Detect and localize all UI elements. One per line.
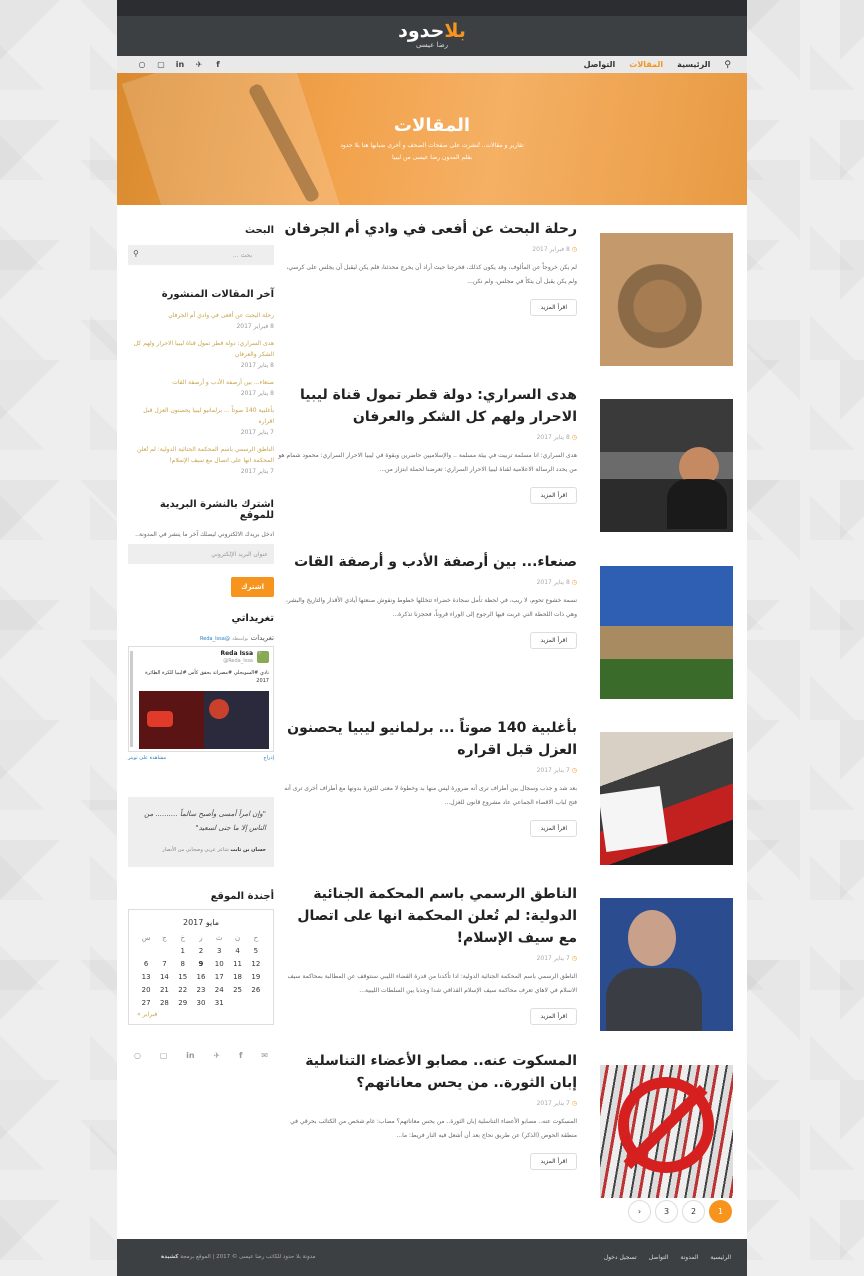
post-thumbnail[interactable] <box>600 399 733 532</box>
calendar-day <box>137 944 155 957</box>
tweets-by: بواسطة <box>232 636 249 642</box>
post-thumbnail[interactable] <box>600 233 733 366</box>
pagination-page[interactable]: 3 <box>655 1200 678 1223</box>
read-more-button[interactable]: اقرأ المزيد <box>530 632 577 649</box>
footer-nav <box>604 1254 731 1261</box>
calendar-day[interactable]: 28 <box>159 998 169 1007</box>
calendar-day-name: خ <box>180 933 185 942</box>
post-item <box>277 551 733 686</box>
content-area <box>117 205 747 1239</box>
calendar-day[interactable]: 24 <box>214 985 224 994</box>
developer-credit-link[interactable]: كشيدة <box>161 1254 179 1260</box>
post-thumbnail[interactable] <box>600 566 733 699</box>
widget-title-calendar: أجندة الموقع <box>210 891 274 902</box>
recent-post[interactable] <box>128 405 274 438</box>
calendar-week-row <box>137 983 265 996</box>
search-icon[interactable]: ⚲ <box>724 59 731 70</box>
post-item <box>277 384 733 519</box>
calendar-day[interactable]: 16 <box>196 972 206 981</box>
tweet-author: Reda Issa <box>220 650 253 657</box>
calendar-day-name: ح <box>253 933 259 942</box>
tweets-header <box>128 634 274 642</box>
calendar-day[interactable]: 1 <box>180 946 185 955</box>
calendar-day-name: س <box>141 933 151 942</box>
calendar-day[interactable]: 27 <box>141 998 151 1007</box>
pagination-page[interactable]: 2 <box>682 1200 705 1223</box>
post-excerpt: بعد شد و جذب وسجال بين أطراف ترى أنه ضرورة ليس منها بد وخطوة لا معنى للثورة بدونها مع أطراف أخرى ترى أنه فتح لباب الاقصاء الجماعي عاد مشروع قانون للعزل... <box>284 785 577 806</box>
recent-post[interactable] <box>128 338 274 371</box>
clock-icon: ◷ <box>571 579 577 586</box>
quote-description: شاعر عربي وصحابي من الأنصار <box>162 847 229 853</box>
calendar-day-name: ر <box>199 933 203 942</box>
post-date: 7 يناير 2017 <box>536 955 570 962</box>
calendar-day[interactable]: 2 <box>198 946 204 955</box>
pagination-next[interactable]: › <box>628 1200 651 1223</box>
tweet-username: @Reda_Issa <box>223 658 253 664</box>
nav-item-articles[interactable]: المقالات <box>629 60 664 69</box>
newsletter-email-input[interactable] <box>128 544 274 564</box>
post-item <box>277 883 733 1018</box>
calendar-day[interactable]: 19 <box>251 972 261 981</box>
post-excerpt: نسمة خشوع تحوم، لا ريب، في لحظة تأمل سجادة خضراء تتخللها خطوط ونقوش صنعتها أيادي الأقدار والتاريخ والبشر، وهي ذات اللحظة التي غربت فيها الرجوع إلى الوراء قروناً، فحجزنا تذكرة... <box>285 597 577 618</box>
calendar-day[interactable]: 22 <box>178 985 188 994</box>
calendar-day[interactable]: 3 <box>217 946 222 955</box>
calendar-day[interactable]: 11 <box>233 959 242 968</box>
hero-subtitle: تقارير و مقالات.. تُنشرت على صفحات الصحف و أخرى ضبابها هنا بلا حدود <box>340 142 524 149</box>
page-wrapper <box>117 0 747 1276</box>
footer-link[interactable]: المدونة <box>680 1254 699 1261</box>
post-excerpt: هدى السراري: انا مسلمة تربيت في بيئة مسلمة .. والإسلاميين حاضرين وبقوة في ليبيا الاحرار السراري: محمود شمام هو من يحدد الرسالة الاعلامية لقناة ليبيا الاحرار السراري: تعرضنا لحملة ابتزاز من... <box>278 452 577 473</box>
rss-icon[interactable]: ○ <box>138 60 146 69</box>
linkedin-icon[interactable]: in <box>186 1051 195 1060</box>
sidebar <box>128 225 274 1060</box>
calendar-day[interactable]: 20 <box>141 985 151 994</box>
calendar-week-row <box>137 970 265 983</box>
calendar-day[interactable]: 31 <box>214 998 224 1007</box>
post-date: 8 يناير 2017 <box>536 434 570 441</box>
clock-icon: ◷ <box>571 434 577 441</box>
newsletter-text: ادخل بريدك الالكتروني ليصلك آخر ما ينشر في المدونة.. <box>135 531 274 538</box>
widget-title-recent: آخر المقالات المنشورة <box>161 289 274 300</box>
recent-post-title[interactable]: صنعاء... بين أرصفة الأدب و أرصفة القات <box>172 379 274 386</box>
quote-widget <box>128 797 274 867</box>
calendar-day[interactable]: 7 <box>162 959 167 968</box>
post-excerpt: لم يكن خروجاً عن المألوف، وقد يكون كذلك، فخرجنا حيث أراد أن يخرج محدثنا، فلم يكن ليقبل أن يجلس على كرسي، ولم يكن يقبل أن يتكأ في مجلس، ولم نكن... <box>286 264 577 285</box>
footer-link[interactable]: الرئيسية <box>710 1254 731 1261</box>
calendar-day-name: ث <box>215 933 223 942</box>
post-item <box>277 717 733 852</box>
navbar <box>117 56 747 73</box>
calendar-day[interactable]: 15 <box>178 972 188 981</box>
site-footer <box>117 1239 747 1276</box>
recent-post-date: 8 يناير 2017 <box>240 362 274 369</box>
twitter-bird-icon: ✈ <box>257 650 263 657</box>
read-more-button[interactable]: اقرأ المزيد <box>530 820 577 837</box>
footer-link[interactable]: التواصل <box>648 1254 669 1261</box>
calendar-day[interactable]: 8 <box>180 959 185 968</box>
calendar-day[interactable]: 17 <box>214 972 224 981</box>
site-logo[interactable] <box>393 21 471 53</box>
nav-item-home[interactable]: الرئيسية <box>677 60 711 69</box>
calendar-day <box>228 996 246 1009</box>
recent-post-date: 8 فبراير 2017 <box>236 323 274 330</box>
search-input[interactable] <box>128 245 274 265</box>
calendar-header-row <box>137 931 265 944</box>
calendar-day[interactable]: 5 <box>253 946 259 955</box>
calendar-day-name: ن <box>234 933 241 942</box>
clock-icon: ◷ <box>571 1100 577 1107</box>
post-excerpt: الناطق الرسمي باسم المحكمة الجنائية الدولية: ادا تأكدنا من قدرة القضاء الليبي سنتوقف عن المطالبة بمحاكمة سيف الاسلام في لاهاي تعرف محاكمة سيف الإسلام القذافي شدا وجذبا بين السلطات الليبية... <box>287 973 577 994</box>
clock-icon: ◷ <box>571 955 577 962</box>
recent-post-title[interactable]: هدى السراري: دولة قطر تمول قناة ليبيا الاحرار ولهم كل الشكر والعرفان <box>133 340 274 358</box>
calendar-day[interactable]: 21 <box>159 985 169 994</box>
post-thumbnail[interactable] <box>600 1065 733 1198</box>
widget-title-tweets: تغريداتي <box>231 613 274 624</box>
calendar-day[interactable]: 23 <box>196 985 206 994</box>
post-date: 8 فبراير 2017 <box>532 246 570 253</box>
twitter-icon[interactable]: ✈ <box>195 60 203 69</box>
email-icon[interactable]: ✉ <box>261 1051 268 1060</box>
post-date: 7 يناير 2017 <box>536 1100 570 1107</box>
calendar-month: مايو 2017 <box>183 918 219 927</box>
calendar-day[interactable]: 18 <box>233 972 242 981</box>
calendar-day[interactable]: 12 <box>251 959 261 968</box>
footer-link[interactable]: تسجيل دخول <box>603 1254 637 1261</box>
top-strip <box>117 0 747 16</box>
logo-rest: حدود <box>398 20 445 42</box>
calendar-day[interactable]: 10 <box>214 959 224 968</box>
recent-post[interactable] <box>128 377 274 399</box>
recent-post[interactable] <box>128 310 274 332</box>
tweet-media[interactable] <box>139 691 269 749</box>
calendar-day <box>155 944 173 957</box>
calendar-week-row <box>137 996 265 1009</box>
pagination-current[interactable]: 1 <box>709 1200 732 1223</box>
hero-byline: بقلم المدون رضا عيسى من ليبيا <box>391 154 473 161</box>
calendar-day[interactable]: 6 <box>143 959 149 968</box>
post-title[interactable]: بأغلبية 140 صوتاً ... برلمانيو ليبيا يحصنون العزل قبل اقراره <box>287 720 577 758</box>
calendar-day <box>247 996 265 1009</box>
post-item <box>277 218 733 353</box>
tweet-embed-link[interactable]: إدراج <box>263 755 274 761</box>
calendar-day[interactable]: 29 <box>178 998 188 1007</box>
quote-author: حسان بن ثابت <box>230 847 266 853</box>
recent-post-title[interactable]: رحلة البحث عن أفعى في وادي أم الجرفان <box>168 312 274 319</box>
post-title[interactable]: صنعاء... بين أرصفة الأدب و أرصفة القات <box>294 554 577 570</box>
logo-main: بلا <box>444 20 466 42</box>
post-title[interactable]: المسكوت عنه.. مصابو الأعضاء التناسلية إبان الثورة.. من يحس معاناتهم؟ <box>305 1053 577 1091</box>
quote-attribution <box>136 843 266 857</box>
post-title[interactable]: رحلة البحث عن أفعى في وادي أم الجرفان <box>284 221 577 237</box>
instagram-icon[interactable]: ▢ <box>157 60 165 69</box>
recent-post-title[interactable]: الناطق الرسمي باسم المحكمة الجنائية الدولية: لم تُعلن المحكمة انها على اتصال مع سيف الإسلام! <box>137 446 274 464</box>
facebook-icon[interactable]: f <box>238 1051 243 1060</box>
calendar-day[interactable]: 13 <box>141 972 151 981</box>
calendar-table <box>137 931 265 1009</box>
calendar-day[interactable]: 30 <box>196 998 206 1007</box>
footer-copyright <box>161 1254 316 1260</box>
calendar-week-row <box>137 957 265 970</box>
calendar-day[interactable]: 9 <box>198 959 204 968</box>
sidebar-social-links <box>128 1051 274 1060</box>
newsletter-placeholder: عنوان البريد الإلكتروني <box>211 550 268 558</box>
social-links <box>137 56 223 73</box>
copyright-text: مدونة بلا حدود للكاتب رضا عيسى © 2017 | الموقع برمجة <box>180 1254 316 1260</box>
post-title[interactable]: الناطق الرسمي باسم المحكمة الجنائية الدولية: لم تُعلن المحكمة انها على اتصال مع سيف الإسلام! <box>297 886 577 946</box>
calendar-widget <box>128 909 274 1025</box>
recent-post-date: 7 يناير 2017 <box>240 429 274 436</box>
read-more-button[interactable]: اقرأ المزيد <box>530 487 577 504</box>
read-more-button[interactable]: اقرأ المزيد <box>530 299 577 316</box>
subscribe-button[interactable]: اشترك <box>231 577 274 597</box>
facebook-icon[interactable]: f <box>216 60 220 69</box>
instagram-icon[interactable]: ▢ <box>159 1051 168 1060</box>
pagination <box>628 1200 732 1223</box>
calendar-prev-link[interactable]: « فبراير <box>137 1011 158 1018</box>
calendar-day[interactable]: 14 <box>159 972 169 981</box>
tweet-scrollbar[interactable] <box>130 651 133 747</box>
search-placeholder: بحث ... <box>232 251 252 259</box>
search-icon[interactable]: ⚲ <box>133 249 139 258</box>
post-item <box>277 1050 733 1185</box>
recent-post-date: 8 يناير 2017 <box>240 390 274 397</box>
post-excerpt: المسكوت عنه.. مصابو الأعضاء التناسلية إبان الثورة.. من يحس معاناتهم؟ مصاب: غام شخص من الكتائب بحرقي في منطقة الحوض (الذكر) عن طريق نحاج بعد أن أشعل فيه النار فريط: ما... <box>290 1118 577 1139</box>
calendar-day[interactable]: 26 <box>251 985 261 994</box>
logo-sub: رضا عيسى <box>415 41 449 49</box>
view-on-twitter-link[interactable]: مشاهدة على تويتر <box>128 755 167 761</box>
post-title[interactable]: هدى السراري: دولة قطر تمول قناة ليبيا الاحرار ولهم كل الشكر والعرفان <box>300 387 577 425</box>
rss-icon[interactable]: ○ <box>134 1051 141 1060</box>
clock-icon: ◷ <box>571 767 577 774</box>
recent-post-date: 7 يناير 2017 <box>240 468 274 475</box>
recent-posts-list <box>128 310 274 477</box>
linkedin-icon[interactable]: in <box>175 60 185 69</box>
calendar-day[interactable]: 4 <box>235 946 240 955</box>
quote-text: "وإن امرأ أمسى وأصبح سالماً .......... من الناس إلا ما جنى لسعيد" <box>144 810 266 832</box>
site-header <box>117 16 747 56</box>
calendar-day[interactable]: 25 <box>233 985 242 994</box>
widget-title-search: البحث <box>244 225 274 236</box>
recent-post[interactable] <box>128 444 274 477</box>
widget-title-newsletter: اشترك بالنشرة البريدية للموقع <box>159 499 274 521</box>
main-nav <box>584 56 731 73</box>
post-thumbnail[interactable] <box>600 732 733 865</box>
page-title: المقالات <box>393 115 471 136</box>
twitter-timeline[interactable] <box>128 646 274 752</box>
nav-item-contact[interactable]: التواصل <box>583 60 616 69</box>
post-thumbnail[interactable] <box>600 898 733 1031</box>
post-date: 8 يناير 2017 <box>536 579 570 586</box>
read-more-button[interactable]: اقرأ المزيد <box>530 1153 577 1170</box>
recent-post-title[interactable]: بأغلبية 140 صوتاً ... برلمانيو ليبيا يحصنون العزل قبل اقراره <box>143 407 274 425</box>
tweet-footer <box>128 755 274 761</box>
post-date: 7 يناير 2017 <box>536 767 570 774</box>
read-more-button[interactable]: اقرأ المزيد <box>530 1008 577 1025</box>
page-hero <box>117 73 747 205</box>
calendar-week-row <box>137 944 265 957</box>
clock-icon: ◷ <box>571 246 577 253</box>
tweets-label: تغريدات <box>250 634 274 642</box>
calendar-day-name: ج <box>162 933 167 942</box>
tweet-text: نادي #السويحلي #مصراتة يحقق كأس #ليبيا للكرة الطائرة 2017 <box>145 670 269 684</box>
tweets-handle-link[interactable]: @Reda_Issa <box>200 636 230 642</box>
twitter-icon[interactable]: ✈ <box>213 1051 221 1060</box>
